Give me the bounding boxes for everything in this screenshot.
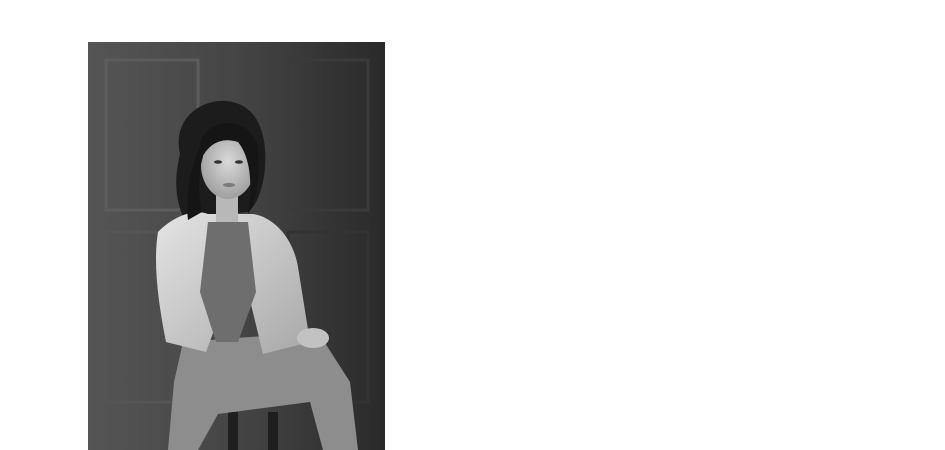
- portrait-photo: [88, 42, 385, 450]
- dotted-blob-bottom-decoration: [580, 300, 945, 450]
